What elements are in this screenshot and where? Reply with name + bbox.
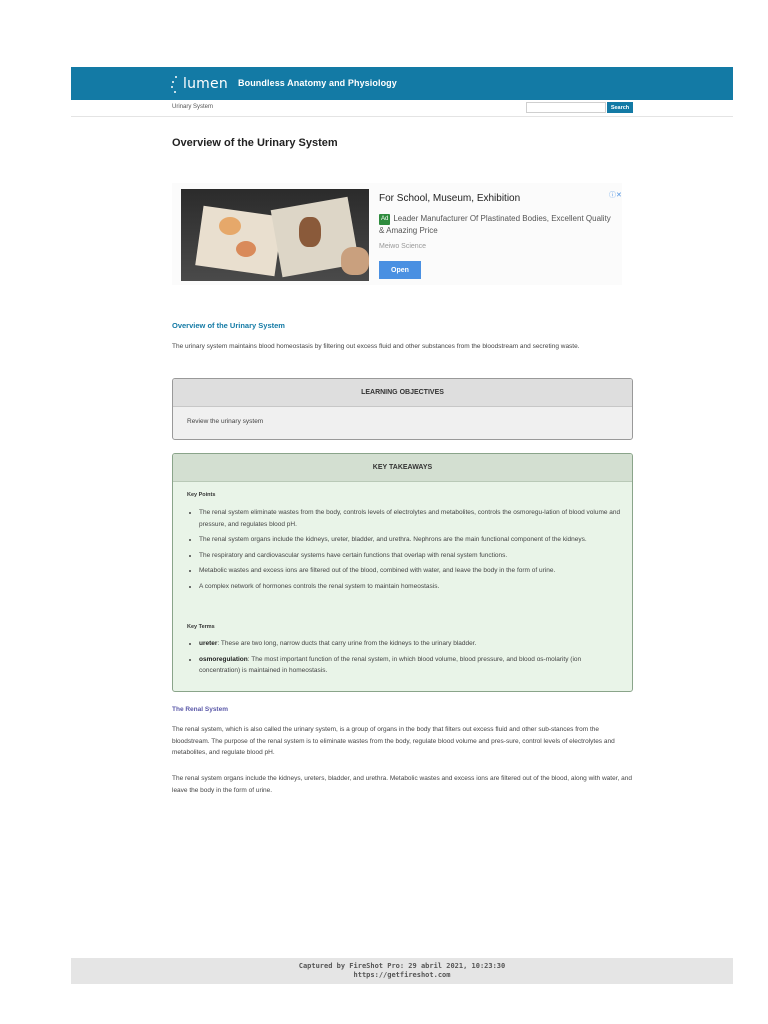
- key-points-list: [187, 507, 624, 596]
- ad-description-text: Leader Manufacturer Of Plastinated Bodies, Excellent Quality & Amazing Price: [379, 214, 611, 235]
- sub-navigation: [71, 100, 733, 117]
- search-button[interactable]: Search: [607, 102, 633, 113]
- ad-image[interactable]: [181, 189, 369, 281]
- list-item: • A complex network of hormones controls the renal system to maintain homeostasis.: [199, 581, 624, 593]
- key-takeaways-box: [172, 453, 633, 692]
- logo-text: lumen: [183, 76, 228, 92]
- key-terms-label: Key Terms: [187, 624, 215, 630]
- breadcrumb[interactable]: Urinary System: [172, 104, 214, 110]
- learning-objectives-box: [172, 378, 633, 440]
- ad-open-button[interactable]: Open: [379, 261, 421, 279]
- learning-objectives-heading: LEARNING OBJECTIVES: [173, 379, 632, 407]
- section-title[interactable]: Overview of the Urinary System: [172, 321, 285, 330]
- ad-description: [379, 213, 614, 236]
- ad-badge: Ad: [379, 214, 390, 225]
- key-term-definition: : The most important function of the renal system, in which blood volume, blood pressure, and blood os-molarity (ion concentration) is maintained in homeostasis.: [199, 655, 582, 674]
- book-title[interactable]: Boundless Anatomy and Physiology: [238, 78, 397, 88]
- list-item: • The renal system organs include the kidneys, ureter, bladder, and urethra. Nephrons are the main functional component of the kidneys.: [199, 534, 624, 546]
- page-title: Overview of the Urinary System: [172, 137, 338, 149]
- key-terms-list: [187, 638, 624, 681]
- key-term: ureter: [199, 640, 218, 647]
- list-item: [199, 638, 624, 650]
- footer-line-2[interactable]: https://getfireshot.com: [353, 971, 451, 979]
- ad-close-icon[interactable]: ⓘ✕: [609, 192, 622, 199]
- ad-brand: Meiwo Science: [379, 243, 427, 250]
- lumen-logo[interactable]: [171, 73, 228, 95]
- intro-paragraph: The urinary system maintains blood homeostasis by filtering out excess fluid and other substances from the bloodstream and secreting waste.: [172, 343, 580, 350]
- list-item: • The renal system eliminate wastes from the body, controls levels of electrolytes and metabolites, controls the osmoregu-lation of blood volume and pressure, and regulates blood pH.: [199, 507, 624, 530]
- capture-footer: [71, 958, 733, 984]
- list-item: [199, 654, 624, 677]
- lumen-dots-icon: [171, 74, 181, 94]
- renal-paragraph-1: The renal system, which is also called the urinary system, is a group of organs in the body that filters out excess fluid and other sub-stances from the bloodstream. The purpose of the renal system is to eliminate wastes from the body, regulate blood volume and pres-sure, control levels of electrolytes and metabolites, and regulate blood pH.: [172, 726, 615, 756]
- header-bar: [71, 67, 733, 100]
- renal-system-title[interactable]: The Renal System: [172, 706, 228, 713]
- renal-paragraph-2: The renal system organs include the kidneys, ureters, bladder, and urethra. Metabolic wastes and excess ions are filtered out of the blood, along with water, and leave the body in the form of urine.: [172, 775, 632, 794]
- learning-objective-item: Review the urinary system: [187, 418, 264, 425]
- key-takeaways-heading: KEY TAKEAWAYS: [173, 454, 632, 482]
- key-term-definition: : These are two long, narrow ducts that carry urine from the kidneys to the urinary bladder.: [217, 640, 477, 647]
- list-item: • Metabolic wastes and excess ions are filtered out of the blood, combined with water, and leave the body in the form of urine.: [199, 565, 624, 577]
- list-item: • The respiratory and cardiovascular systems have certain functions that overlap with renal system functions.: [199, 550, 624, 562]
- footer-line-1: Captured by FireShot Pro: 29 abril 2021, 10:23:30: [298, 962, 506, 970]
- ad-headline[interactable]: For School, Museum, Exhibition: [379, 193, 521, 204]
- key-term: osmoregulation: [199, 655, 248, 663]
- search-input[interactable]: [526, 102, 606, 113]
- advertisement[interactable]: [172, 183, 622, 285]
- key-points-label: Key Points: [187, 492, 216, 498]
